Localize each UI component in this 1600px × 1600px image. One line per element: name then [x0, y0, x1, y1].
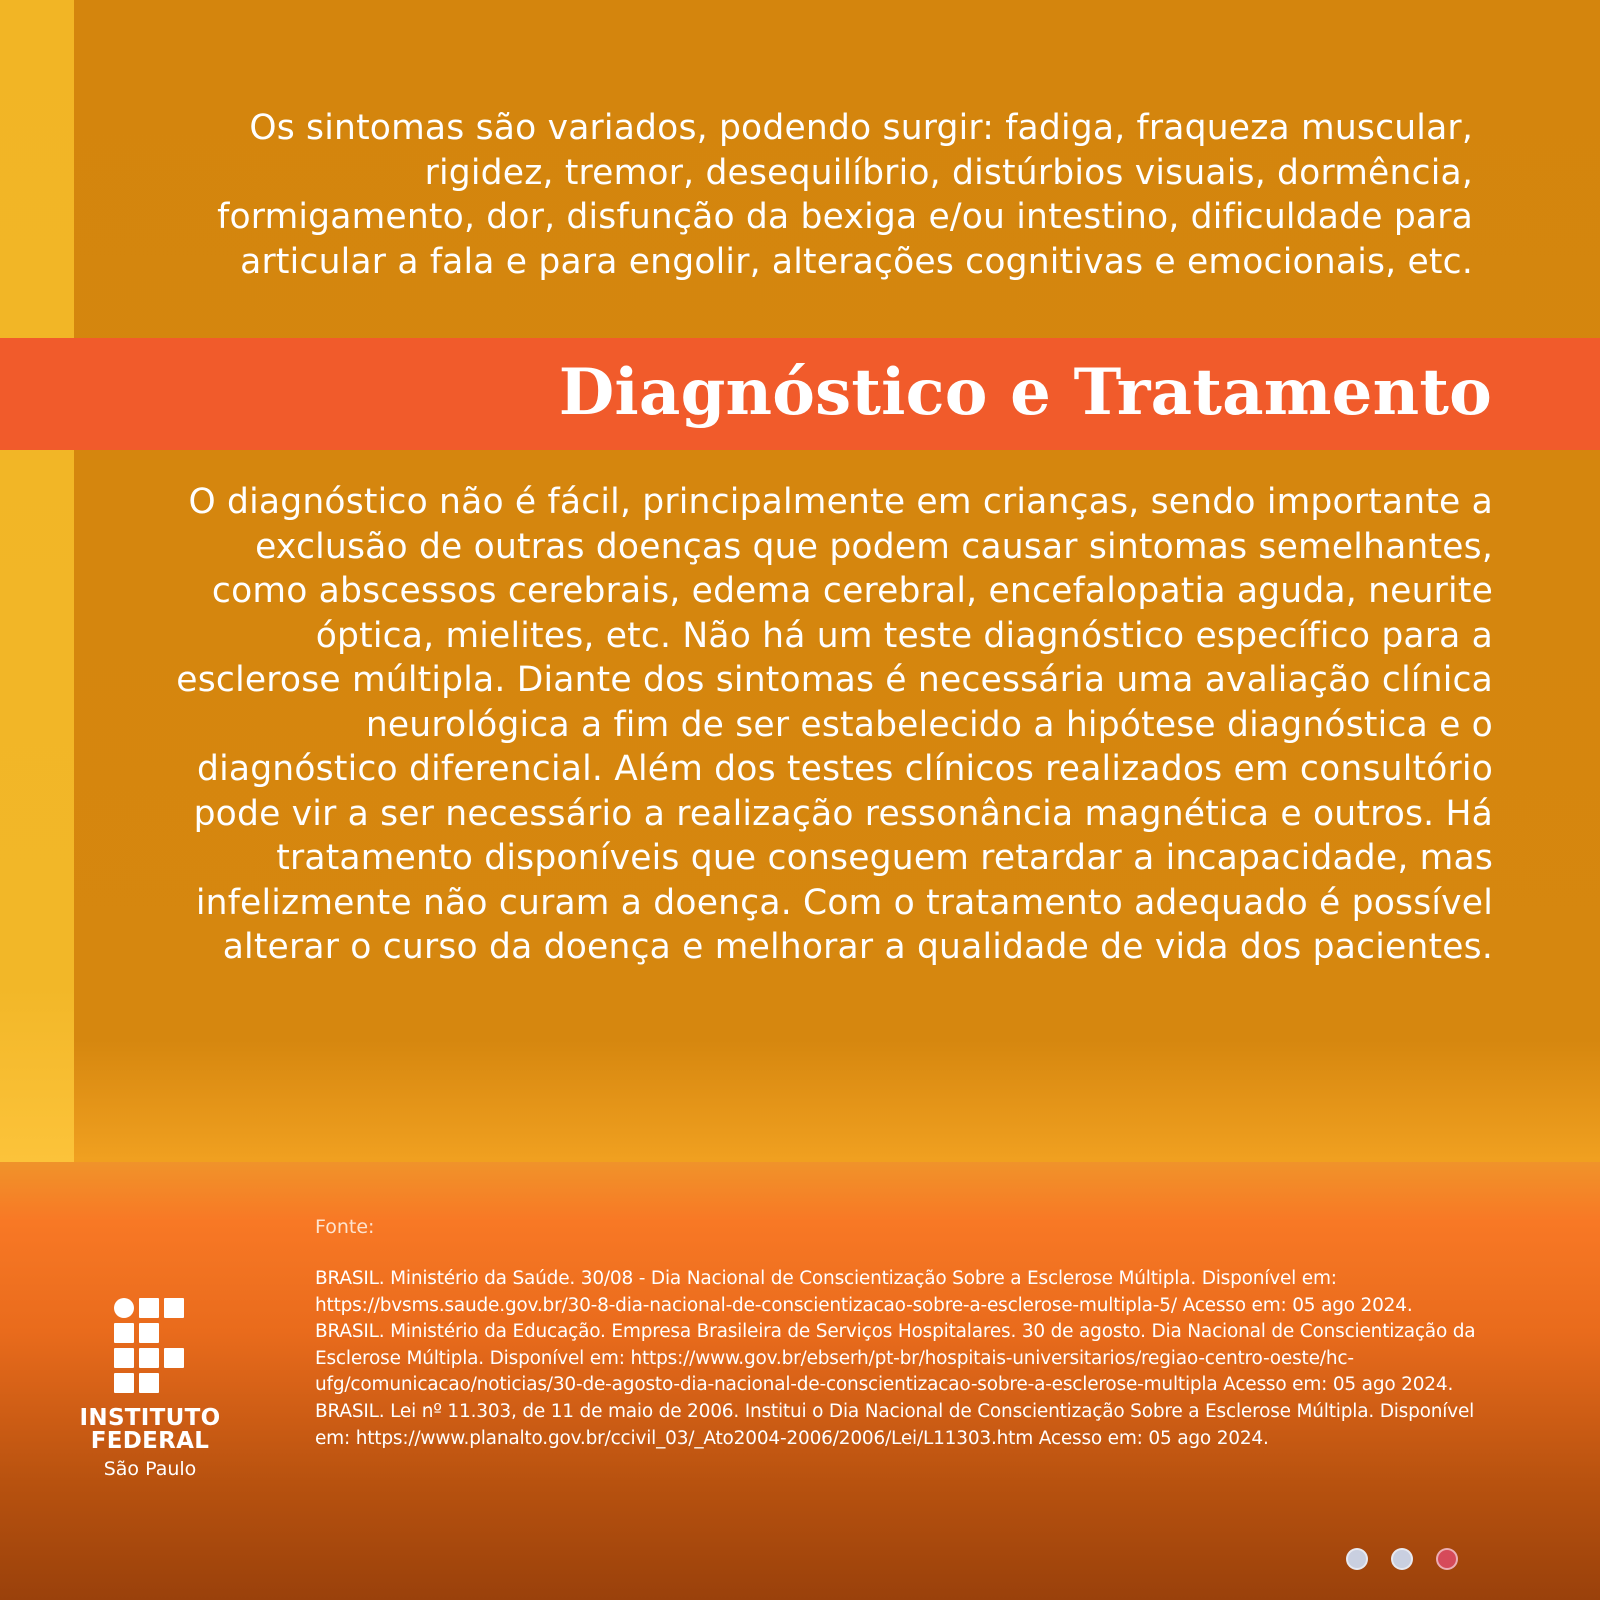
- pagination-dot-2[interactable]: [1391, 1548, 1413, 1570]
- reference-item: BRASIL. Ministério da Saúde. 30/08 - Dia Nacional de Conscientização Sobre a Esclerose Múltipla. Disponível em: https://bvsms.saude.gov.br/30-8-dia-nacional-de-conscientizacao-sobre-a-esclerose-multipla-5/ Acesso em: 05 ago 2024.: [315, 1268, 1413, 1316]
- reference-item: BRASIL. Lei nº 11.303, de 11 de maio de 2006. Institui o Dia Nacional de Conscientização Sobre a Esclerose Múltipla. Disponível em: https://www.planalto.gov.br/ccivil_03/_Ato2004-2006/2006/Lei/L11303.htm Acesso em: 05 ago 2024.: [315, 1400, 1475, 1449]
- diagnosis-paragraph: O diagnóstico não é fácil, principalmente em crianças, sendo importante a exclusão de outras doenças que podem causar sintomas semelhantes, como abscessos cerebrais, edema cerebral, encefalopatia aguda, neurite óptica, mielites, etc. Não há um teste diagnóstico específico para a esclerose múltipla. Diante dos sintomas é necessária uma avaliação clínica neurológica a fim de ser estabelecido a hipótese diagnóstica e o diagnóstico diferencial. Além dos testes clínicos realizados em consultório pode vir a ser necessário a realização ressonância magnética e outros. Há tratamento disponíveis que conseguem retardar a incapacidade, mas infelizmente não curam a doença. Com o tratamento adequado é possível alterar o curso da doença e melhorar a qualidade de vida dos pacientes.: [176, 482, 1493, 967]
- reference-item: BRASIL. Ministério da Educação. Empresa Brasileira de Serviços Hospitalares. 30 de agosto. Dia Nacional de Conscientização da Esclerose Múltipla. Disponível em: https://www.gov.br/ebserh/pt-br/hospitais-universitarios/regiao-centro-oeste/hc-ufg/comunicacao/noticias/30-de-agosto-dia-nacional-de-conscientizacao-sobre-a-esclerose-multipla Acesso em: 05 ago 2024.: [315, 1321, 1476, 1396]
- logo-text-federal: FEDERAL: [90, 1428, 210, 1454]
- logo-subtitle: São Paulo: [103, 1458, 197, 1480]
- pagination-dots: [1346, 1548, 1458, 1568]
- logo-text-instituto: INSTITUTO: [79, 1405, 221, 1431]
- symptoms-paragraph: Os sintomas são variados, podendo surgir: fadiga, fraqueza muscular, rigidez, tremor, desequilíbrio, distúrbios visuais, dormência, formigamento, dor, disfunção da bexiga e/ou intestino, dificuldade para articular a fala e para engolir, alterações cognitivas e emocionais, etc.: [217, 108, 1473, 282]
- pagination-dot-3[interactable]: [1436, 1548, 1458, 1570]
- left-accent-bar: [0, 0, 74, 1162]
- pagination-dot-1[interactable]: [1346, 1548, 1368, 1570]
- references-list: [315, 1266, 1485, 1452]
- logo-grid-icon: [114, 1298, 186, 1392]
- source-label: Fonte:: [315, 1216, 375, 1238]
- instituto-federal-logo: [70, 1298, 230, 1488]
- section-heading: Diagnóstico e Tratamento: [558, 355, 1492, 430]
